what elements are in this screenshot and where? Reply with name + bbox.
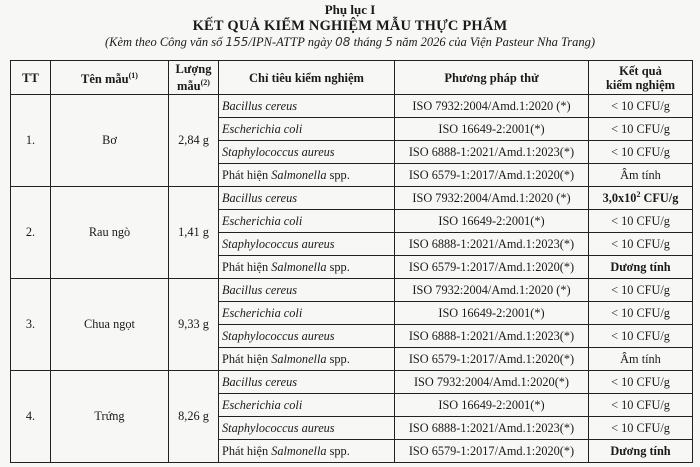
result-unit: CFU/g — [640, 191, 679, 206]
sample-quantity: 9,33 g — [169, 279, 219, 371]
col-header-name — [51, 61, 169, 95]
document-title: KẾT QUẢ KIỂM NGHIỆM MẪU THỰC PHẨM — [192, 18, 508, 34]
table-row — [11, 95, 693, 118]
subtitle-mid1: /IPN-ATTP ngày — [248, 35, 333, 49]
indicator-organism: Salmonella — [271, 351, 327, 366]
table-row — [11, 187, 693, 210]
document-subtitle — [0, 35, 700, 50]
test-method: ISO 7932:2004/Amd.1:2020 (*) — [395, 187, 589, 210]
test-method: ISO 7932:2004/Amd.1:2020 (*) — [395, 279, 589, 302]
col-header-qty-sup: (2) — [200, 77, 210, 87]
test-indicator — [219, 95, 395, 118]
indicator-organism: Escherichia coli — [222, 397, 303, 412]
indicator-prefix: Phát hiện — [222, 443, 272, 458]
sample-number: 1. — [11, 95, 51, 187]
appendix-label: Phụ lục I — [324, 2, 376, 17]
test-method: ISO 6579-1:2017/Amd.1:2020(*) — [395, 440, 589, 463]
sample-name: Trứng — [51, 371, 169, 463]
indicator-organism: Staphylococcus aureus — [222, 144, 335, 159]
indicator-organism: Escherichia coli — [222, 121, 303, 136]
indicator-prefix: Phát hiện — [222, 167, 272, 182]
test-indicator — [219, 417, 395, 440]
col-header-indicator: Chỉ tiêu kiểm nghiệm — [219, 61, 395, 95]
indicator-organism: Bacillus cereus — [222, 374, 298, 389]
test-result: < 10 CFU/g — [589, 233, 693, 256]
test-result: Dương tính — [589, 440, 693, 463]
test-result: < 10 CFU/g — [589, 394, 693, 417]
indicator-prefix: Phát hiện — [222, 259, 272, 274]
handwritten-month: 5 — [385, 35, 393, 49]
table-row — [11, 371, 693, 394]
col-header-method: Phương pháp thử — [395, 61, 589, 95]
test-method: ISO 6888-1:2021/Amd.1:2023(*) — [395, 233, 589, 256]
test-method: ISO 6888-1:2021/Amd.1:2023(*) — [395, 417, 589, 440]
col-header-qty-line1: Lượng — [175, 61, 212, 76]
indicator-organism: Salmonella — [271, 443, 327, 458]
results-table — [10, 60, 693, 463]
indicator-organism: Escherichia coli — [222, 305, 303, 320]
col-header-result-line1: Kết quả — [619, 63, 662, 78]
result-exponent: 2 — [636, 189, 641, 199]
test-result: Dương tính — [589, 256, 693, 279]
test-method: ISO 16649-2:2001(*) — [395, 210, 589, 233]
test-indicator — [219, 279, 395, 302]
indicator-organism: Bacillus cereus — [222, 190, 298, 205]
sample-quantity: 8,26 g — [169, 371, 219, 463]
col-header-name-sup: (1) — [128, 70, 138, 80]
col-header-qty — [169, 61, 219, 95]
test-result: < 10 CFU/g — [589, 118, 693, 141]
indicator-suffix: spp. — [326, 259, 350, 274]
test-result: < 10 CFU/g — [589, 141, 693, 164]
test-method: ISO 6888-1:2021/Amd.1:2023(*) — [395, 325, 589, 348]
indicator-organism: Salmonella — [271, 259, 327, 274]
test-indicator — [219, 348, 395, 371]
handwritten-doc-number: 155 — [225, 35, 249, 49]
indicator-suffix: spp. — [326, 351, 350, 366]
test-indicator — [219, 187, 395, 210]
indicator-suffix: spp. — [326, 443, 350, 458]
indicator-organism: Staphylococcus aureus — [222, 328, 335, 343]
sample-number: 4. — [11, 371, 51, 463]
result-value: 3,0x10 — [602, 191, 637, 206]
test-indicator — [219, 233, 395, 256]
test-indicator — [219, 164, 395, 187]
test-result: < 10 CFU/g — [589, 302, 693, 325]
sample-number: 3. — [11, 279, 51, 371]
handwritten-day: 08 — [335, 35, 351, 49]
indicator-organism: Bacillus cereus — [222, 282, 298, 297]
subtitle-suffix: năm 2026 của Viện Pasteur Nha Trang) — [395, 35, 596, 49]
test-method: ISO 7932:2004/Amd.1:2020 (*) — [395, 95, 589, 118]
indicator-organism: Salmonella — [271, 167, 327, 182]
test-indicator — [219, 394, 395, 417]
col-header-qty-line2: mẫu — [177, 79, 201, 94]
test-result: < 10 CFU/g — [589, 371, 693, 394]
sample-quantity: 1,41 g — [169, 187, 219, 279]
test-result: < 10 CFU/g — [589, 210, 693, 233]
subtitle-mid2: tháng — [353, 35, 383, 49]
test-result: < 10 CFU/g — [589, 417, 693, 440]
test-method: ISO 7932:2004/Amd.1:2020(*) — [395, 371, 589, 394]
test-result: Âm tính — [589, 164, 693, 187]
sample-name: Chua ngọt — [51, 279, 169, 371]
test-method: ISO 16649-2:2001(*) — [395, 118, 589, 141]
col-header-tt: TT — [11, 61, 51, 95]
test-indicator — [219, 141, 395, 164]
indicator-organism: Staphylococcus aureus — [222, 420, 335, 435]
test-indicator — [219, 210, 395, 233]
table-row — [11, 279, 693, 302]
test-method: ISO 16649-2:2001(*) — [395, 302, 589, 325]
test-indicator — [219, 302, 395, 325]
test-method: ISO 6888-1:2021/Amd.1:2023(*) — [395, 141, 589, 164]
subtitle-prefix: (Kèm theo Công văn số — [104, 35, 223, 49]
test-indicator — [219, 118, 395, 141]
sample-name: Rau ngò — [51, 187, 169, 279]
indicator-organism: Staphylococcus aureus — [222, 236, 335, 251]
test-method: ISO 16649-2:2001(*) — [395, 394, 589, 417]
table-header-row — [11, 61, 693, 95]
indicator-suffix: spp. — [326, 167, 350, 182]
sample-name: Bơ — [51, 95, 169, 187]
test-result: < 10 CFU/g — [589, 279, 693, 302]
test-result — [589, 187, 693, 210]
sample-quantity: 2,84 g — [169, 95, 219, 187]
test-method: ISO 6579-1:2017/Amd.1:2020(*) — [395, 256, 589, 279]
test-result: Âm tính — [589, 348, 693, 371]
test-method: ISO 6579-1:2017/Amd.1:2020(*) — [395, 164, 589, 187]
sample-number: 2. — [11, 187, 51, 279]
test-indicator — [219, 325, 395, 348]
col-header-result-line2: kiểm nghiệm — [605, 77, 676, 92]
test-indicator — [219, 440, 395, 463]
table-body — [11, 95, 693, 463]
test-result: < 10 CFU/g — [589, 95, 693, 118]
indicator-prefix: Phát hiện — [222, 351, 272, 366]
indicator-organism: Bacillus cereus — [222, 98, 298, 113]
test-indicator — [219, 256, 395, 279]
test-indicator — [219, 371, 395, 394]
col-header-name-text: Tên mẫu — [81, 72, 129, 87]
indicator-organism: Escherichia coli — [222, 213, 303, 228]
test-result: < 10 CFU/g — [589, 325, 693, 348]
col-header-result — [589, 61, 693, 95]
test-method: ISO 6579-1:2017/Amd.1:2020(*) — [395, 348, 589, 371]
